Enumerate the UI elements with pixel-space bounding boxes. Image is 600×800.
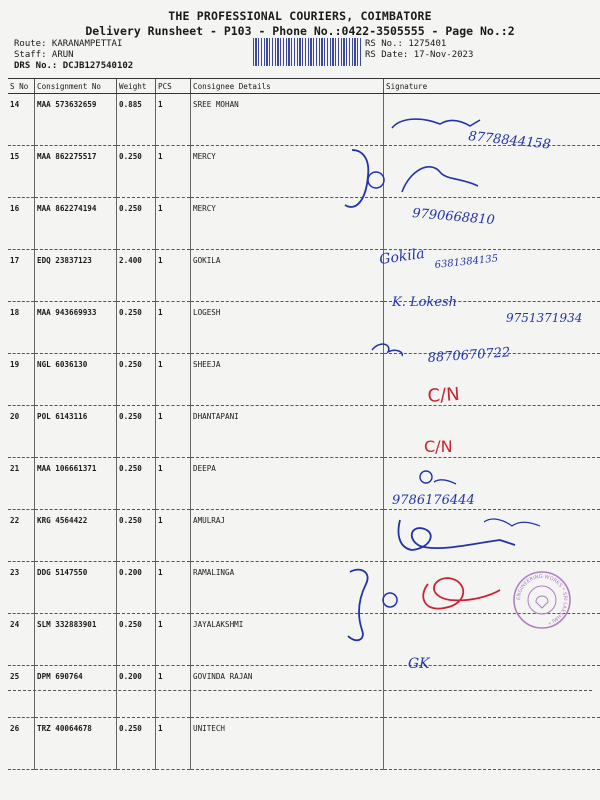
table-row xyxy=(8,458,600,510)
row-weight: 0.250 xyxy=(117,458,156,510)
table-row xyxy=(8,354,600,406)
table-row xyxy=(8,250,600,302)
signature-cn-mark: C/N xyxy=(424,437,453,456)
row-signature-cell xyxy=(384,510,600,562)
row-sno: 21 xyxy=(8,458,35,510)
row-pcs: 1 xyxy=(156,250,191,302)
row-sno: 16 xyxy=(8,198,35,250)
signature-phone: 9751371934 xyxy=(506,311,583,325)
row-consignee: GOKILA xyxy=(191,250,384,302)
row-signature-cell xyxy=(384,146,600,198)
row-consignee: MERCY xyxy=(191,198,384,250)
rs-number: RS No.: 1275401 xyxy=(365,39,447,49)
row-weight: 0.200 xyxy=(117,562,156,614)
row-sno: 24 xyxy=(8,614,35,666)
row-weight: 2.400 xyxy=(117,250,156,302)
row-weight: 0.250 xyxy=(117,198,156,250)
signature-phone: 8870670722 xyxy=(427,345,511,366)
row-pcs: 1 xyxy=(156,614,191,666)
row-sno: 18 xyxy=(8,302,35,354)
table-row xyxy=(8,302,600,354)
row-signature-cell xyxy=(384,406,600,458)
signature-phone: 8778844158 xyxy=(467,129,552,153)
row-pcs: 1 xyxy=(156,94,191,146)
row-pcs: 1 xyxy=(156,198,191,250)
signature-name: Gokila xyxy=(378,245,426,268)
row-weight: 0.250 xyxy=(117,510,156,562)
table-row xyxy=(8,198,600,250)
row-pcs: 1 xyxy=(156,458,191,510)
table-row xyxy=(8,666,600,718)
row-weight: 0.200 xyxy=(117,666,156,718)
table-row xyxy=(8,406,600,458)
row-consignee: MERCY xyxy=(191,146,384,198)
row-signature-cell xyxy=(384,562,600,614)
row-consignee: JAYALAKSHMI xyxy=(191,614,384,666)
staff-label: Staff: ARUN xyxy=(14,50,74,60)
row-pcs: 1 xyxy=(156,406,191,458)
row-signature-cell xyxy=(384,198,600,250)
row-signature-cell xyxy=(384,614,600,666)
row-pcs: 1 xyxy=(156,354,191,406)
row-consignee: RAMALINGA xyxy=(191,562,384,614)
row-consignee: AMULRAJ xyxy=(191,510,384,562)
signature-initials: GK xyxy=(408,656,430,672)
row-sno: 22 xyxy=(8,510,35,562)
row-signature-cell xyxy=(384,666,600,718)
runsheet-table xyxy=(8,78,600,770)
col-sno: S No xyxy=(8,79,35,94)
signature-phone: 9786176444 xyxy=(392,493,475,508)
row-consignee: DEEPA xyxy=(191,458,384,510)
col-pcs: PCS xyxy=(156,79,191,94)
row-signature-cell xyxy=(384,458,600,510)
row-consignment-no: MAA 943669933 xyxy=(35,302,117,354)
row-sno: 17 xyxy=(8,250,35,302)
row-sno: 25 xyxy=(8,666,35,718)
row-pcs: 1 xyxy=(156,146,191,198)
row-consignment-no: POL 6143116 xyxy=(35,406,117,458)
table-row xyxy=(8,614,600,666)
row-consignment-no: KRG 4564422 xyxy=(35,510,117,562)
table-row xyxy=(8,718,600,770)
row-signature-cell xyxy=(384,354,600,406)
table-row xyxy=(8,94,600,146)
table-row xyxy=(8,510,600,562)
col-consignee: Consignee Details xyxy=(191,79,384,94)
rs-date: RS Date: 17-Nov-2023 xyxy=(365,50,474,60)
col-weight: Weight xyxy=(117,79,156,94)
row-signature-cell xyxy=(384,718,600,770)
row-sno: 23 xyxy=(8,562,35,614)
row-consignment-no: DDG 5147550 xyxy=(35,562,117,614)
row-consignment-no: EDQ 23837123 xyxy=(35,250,117,302)
svg-text:ENGINEERING WORKS * SRI LAKSHM: ENGINEERING WORKS * SRI LAKSHMI * xyxy=(515,573,569,626)
route-label: Route: KARANAMPETTAI xyxy=(14,39,123,49)
table-row xyxy=(8,562,600,614)
row-weight: 0.885 xyxy=(117,94,156,146)
row-consignee: SREE MOHAN xyxy=(191,94,384,146)
col-signature: Signature xyxy=(384,79,600,94)
runsheet-subtitle: Delivery Runsheet - P103 - Phone No.:0422-3505555 - Page No.:2 xyxy=(85,24,515,38)
signature-phone: 9790668810 xyxy=(411,206,496,229)
row-weight: 0.250 xyxy=(117,614,156,666)
row-pcs: 1 xyxy=(156,718,191,770)
row-pcs: 1 xyxy=(156,510,191,562)
row-consignment-no: TRZ 40064678 xyxy=(35,718,117,770)
signature-phone: 6381384135 xyxy=(434,253,499,271)
row-consignee: LOGESH xyxy=(191,302,384,354)
row-sno: 15 xyxy=(8,146,35,198)
row-consignment-no: SLM 332883901 xyxy=(35,614,117,666)
row-weight: 0.250 xyxy=(117,406,156,458)
row-consignee: UNITECH xyxy=(191,718,384,770)
row-sno: 14 xyxy=(8,94,35,146)
table-header-row xyxy=(8,79,600,94)
row-weight: 0.250 xyxy=(117,302,156,354)
row-consignee: GOVINDA RAJAN xyxy=(191,666,384,718)
row-consignee: SHEEJA xyxy=(191,354,384,406)
row-pcs: 1 xyxy=(156,666,191,718)
row-consignment-no: NGL 6036130 xyxy=(35,354,117,406)
row-signature-cell xyxy=(384,302,600,354)
row-weight: 0.250 xyxy=(117,718,156,770)
row-weight: 0.250 xyxy=(117,146,156,198)
row-sno: 26 xyxy=(8,718,35,770)
signature-cn-mark: C/N xyxy=(426,383,461,407)
row-consignee: DHANTAPANI xyxy=(191,406,384,458)
drs-number: DRS No.: DCJB127540102 xyxy=(14,61,134,71)
signature-name: K. Lokesh xyxy=(392,295,458,310)
row-pcs: 1 xyxy=(156,302,191,354)
row-weight: 0.250 xyxy=(117,354,156,406)
row-sno: 20 xyxy=(8,406,35,458)
row-consignment-no: MAA 862274194 xyxy=(35,198,117,250)
bottom-divider xyxy=(8,690,592,691)
company-title: THE PROFESSIONAL COURIERS, COIMBATORE xyxy=(168,9,432,23)
row-signature-cell xyxy=(384,94,600,146)
col-consignment: Consignment No xyxy=(35,79,117,94)
row-consignment-no: MAA 862275517 xyxy=(35,146,117,198)
barcode xyxy=(253,38,361,66)
row-consignment-no: DPM 690764 xyxy=(35,666,117,718)
row-sno: 19 xyxy=(8,354,35,406)
row-consignment-no: MAA 573632659 xyxy=(35,94,117,146)
row-consignment-no: MAA 106661371 xyxy=(35,458,117,510)
row-pcs: 1 xyxy=(156,562,191,614)
row-signature-cell xyxy=(384,250,600,302)
table-row xyxy=(8,146,600,198)
